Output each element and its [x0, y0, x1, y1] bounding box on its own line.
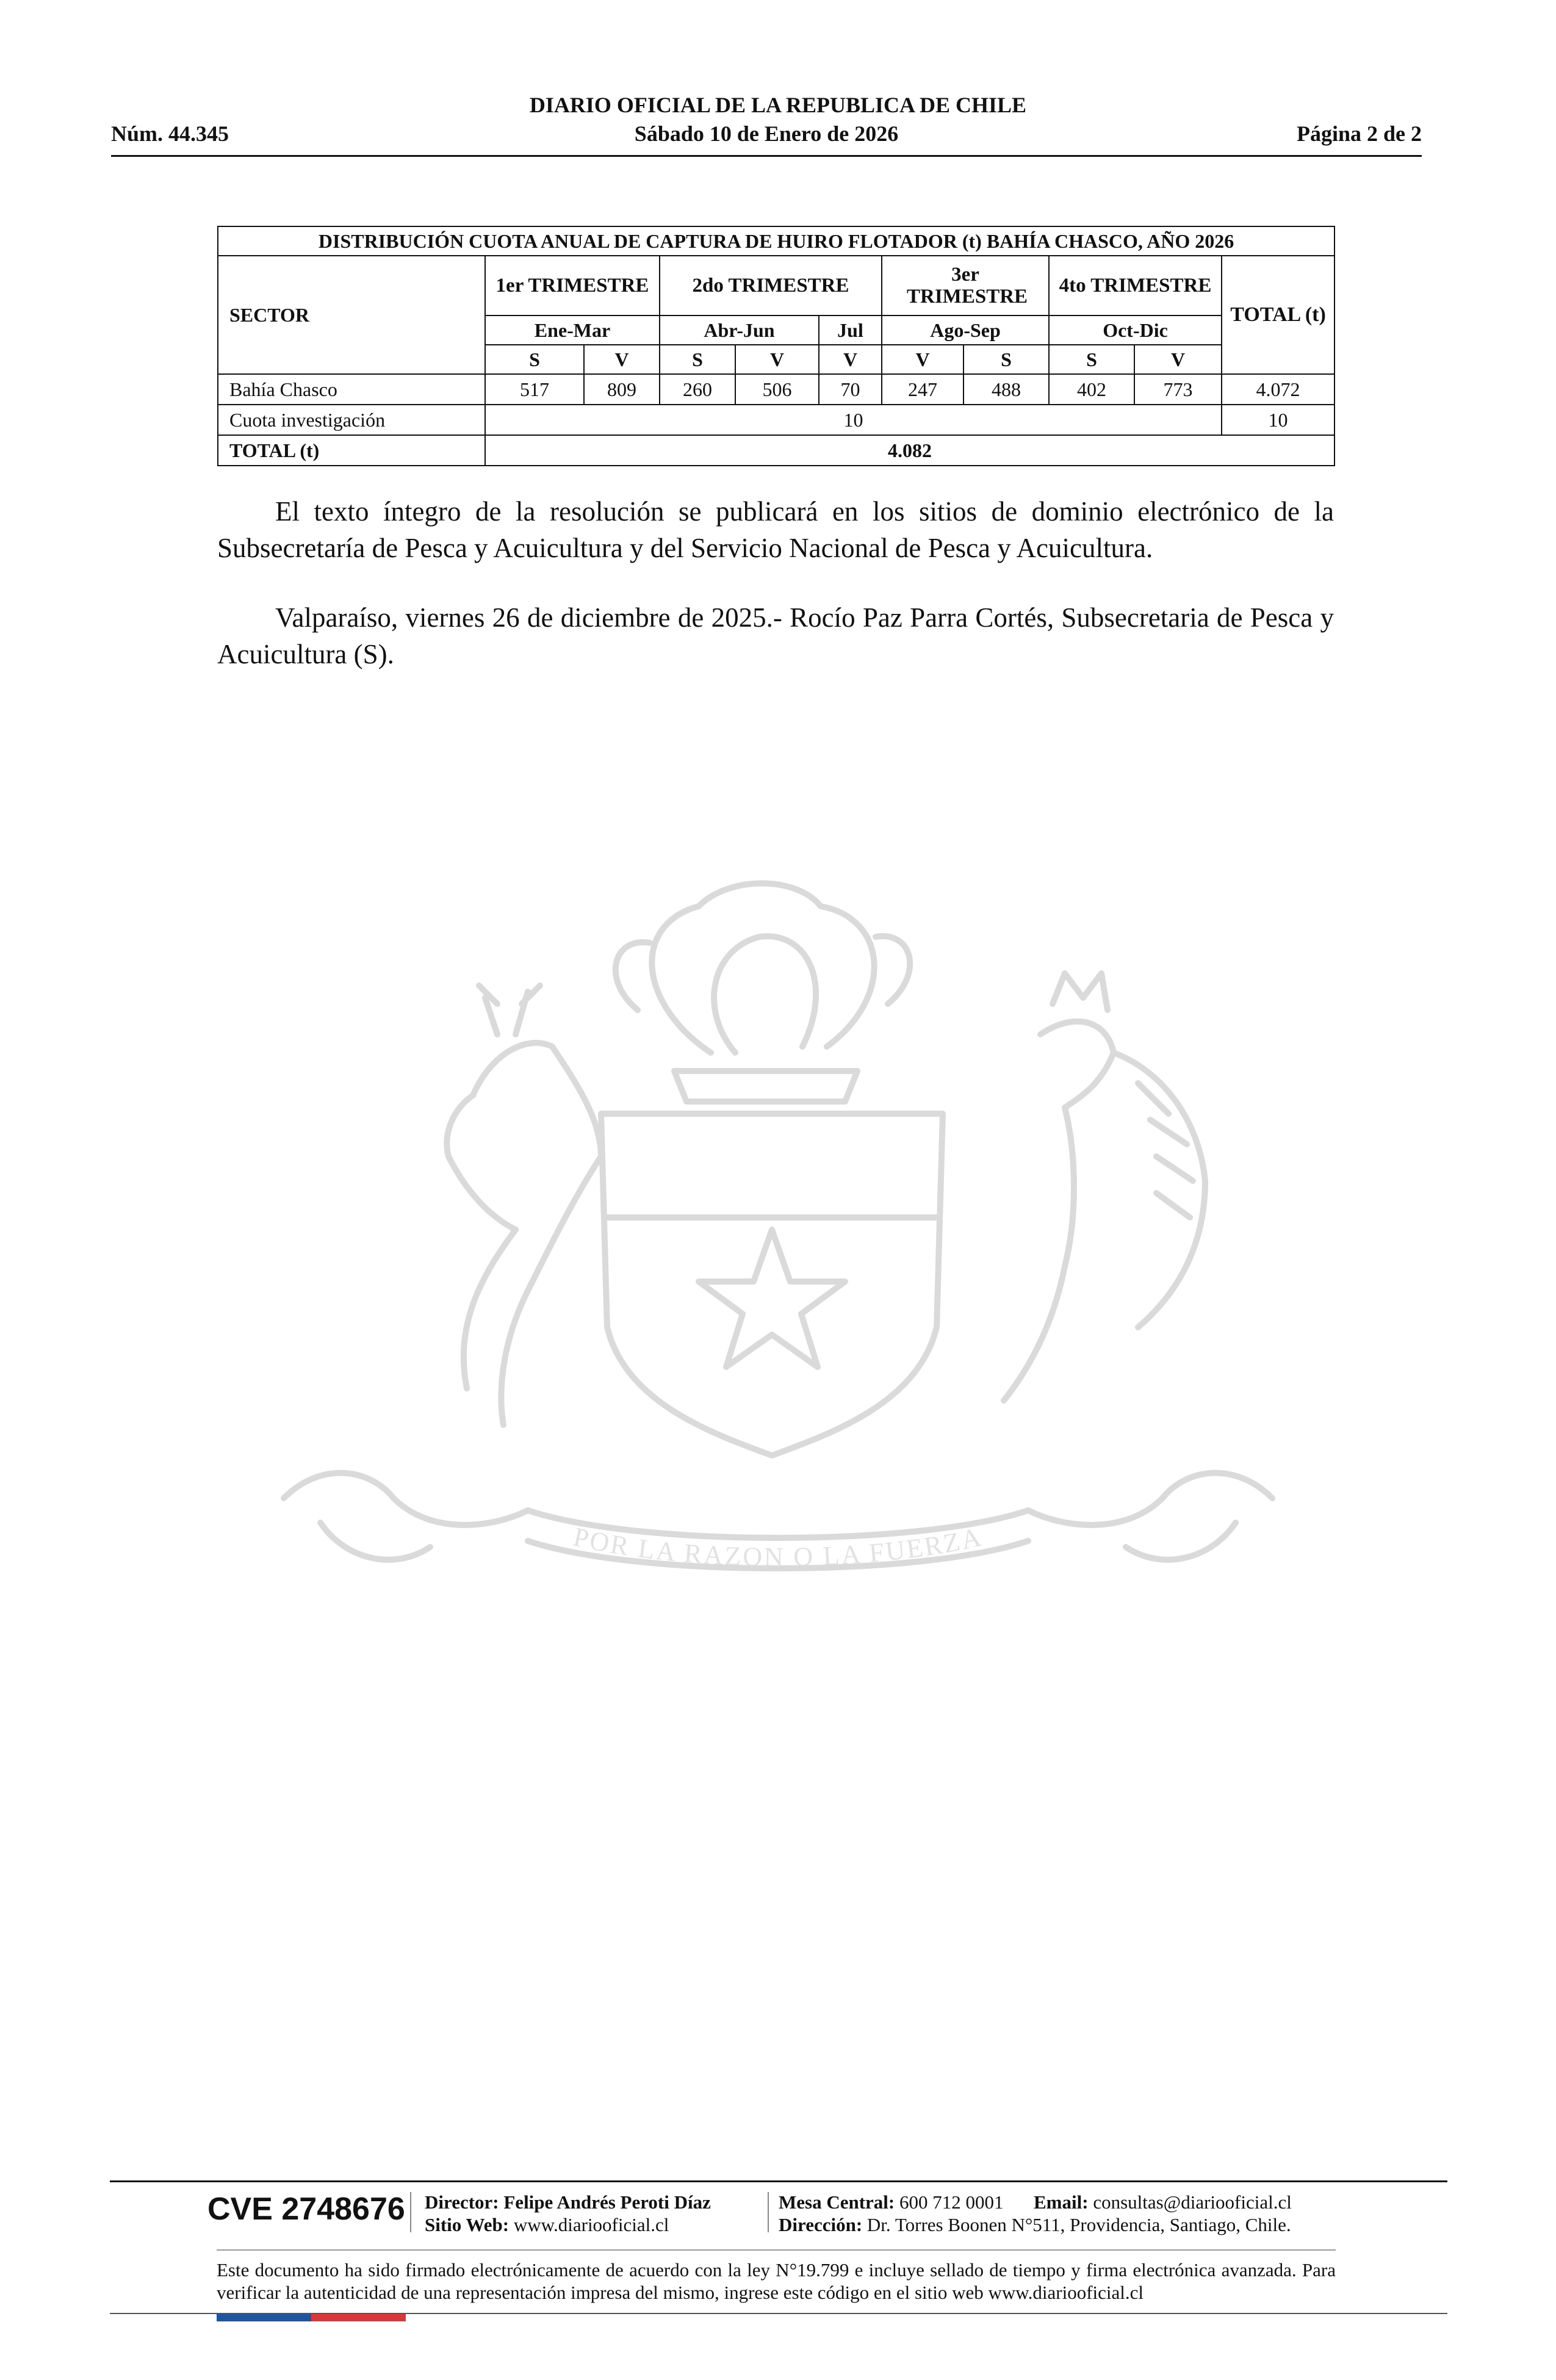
table-cell: 10: [485, 405, 1222, 435]
sv-header: S: [485, 345, 584, 374]
motto-text: POR LA RAZON O LA FUERZA: [571, 1521, 985, 1572]
issue-number: Núm. 44.345: [111, 121, 229, 146]
months-header: Jul: [819, 316, 882, 345]
row-label: Bahía Chasco: [218, 374, 485, 405]
sv-header: V: [882, 345, 963, 374]
grand-total: 4.082: [485, 435, 1334, 466]
footer-divider: [110, 2180, 1447, 2182]
table-cell: 809: [584, 374, 660, 405]
sv-header: S: [660, 345, 735, 374]
cve-code: CVE 2748676: [207, 2191, 405, 2227]
row-label: TOTAL (t): [218, 435, 485, 466]
table-row: [218, 405, 1334, 435]
table-cell: 488: [963, 374, 1049, 405]
months-header: Abr-Jun: [660, 316, 819, 345]
trimester-1-header: 1er TRIMESTRE: [485, 256, 660, 316]
mesa-central-phone: 600 712 0001: [899, 2191, 1004, 2213]
table-cell: 70: [819, 374, 882, 405]
footer-separator: [768, 2192, 769, 2232]
quota-distribution-table: [217, 226, 1335, 466]
signature-notice: Este documento ha sido firmado electrónicamente de acuerdo con la ley N°19.799 e incluye sellado de tiempo y firma electrónica avanzada. Para verificar la autenticidad de una representación impresa del mismo, ingrese este código en el sitio web www.diariooficial.cl: [217, 2259, 1336, 2303]
months-header: Oct-Dic: [1049, 316, 1222, 345]
trimester-4-header: 4to TRIMESTRE: [1049, 256, 1222, 316]
table-total-row: [218, 435, 1334, 466]
total-header: TOTAL (t): [1222, 256, 1334, 374]
page-number: Página 2 de 2: [1296, 121, 1422, 146]
trimester-2-header: 2do TRIMESTRE: [660, 256, 882, 316]
table-cell: 247: [882, 374, 963, 405]
table-cell: 773: [1134, 374, 1222, 405]
footer-director-block: [425, 2191, 711, 2236]
trimester-3-header: 3er TRIMESTRE: [882, 256, 1049, 316]
signature-paragraph: Valparaíso, viernes 26 de diciembre de 2025.- Rocío Paz Parra Cortés, Subsecretaria de Pesca y Acuicultura (S).: [217, 602, 1334, 669]
row-label: Cuota investigación: [218, 405, 485, 435]
table-title: DISTRIBUCIÓN CUOTA ANUAL DE CAPTURA DE HUIRO FLOTADOR (t) BAHÍA CHASCO, AÑO 2026: [218, 226, 1334, 256]
sv-header: S: [963, 345, 1049, 374]
director-label: Director:: [425, 2191, 499, 2213]
sector-header: SECTOR: [218, 256, 485, 374]
sv-header: V: [1134, 345, 1222, 374]
issue-date: Sábado 10 de Enero de 2026: [634, 121, 899, 146]
newspaper-title: DIARIO OFICIAL DE LA REPUBLICA DE CHILE: [529, 93, 1027, 117]
sv-header: S: [1049, 345, 1134, 374]
mesa-central-label: Mesa Central:: [779, 2191, 895, 2213]
website-link[interactable]: www.diariooficial.cl: [513, 2214, 669, 2235]
flag-stripe-red: [311, 2314, 406, 2321]
table-cell: 517: [485, 374, 584, 405]
table-row: [218, 374, 1334, 405]
address-text: Dr. Torres Boonen N°511, Providencia, Santiago, Chile.: [866, 2214, 1291, 2235]
address-label: Dirección:: [779, 2214, 863, 2235]
body-paragraph: El texto íntegro de la resolución se publicará en los sitios de dominio electrónico de la Subsecretaría de Pesca y Acuicultura y del Servicio Nacional de Pesca y Acuicultura.: [217, 496, 1334, 563]
footer-divider: [217, 2249, 1336, 2251]
director-name: Felipe Andrés Peroti Díaz: [503, 2191, 711, 2213]
flag-stripe-blue: [217, 2314, 311, 2321]
table-cell: 506: [735, 374, 819, 405]
table-cell: 260: [660, 374, 735, 405]
email-link[interactable]: consultas@diariooficial.cl: [1093, 2191, 1292, 2213]
footer-separator: [410, 2192, 411, 2232]
header-row: [111, 120, 1422, 147]
sv-header: V: [819, 345, 882, 374]
months-header: Ago-Sep: [882, 316, 1049, 345]
sv-header: V: [735, 345, 819, 374]
sv-header: V: [584, 345, 660, 374]
chilean-coat-of-arms-icon: [211, 851, 1345, 1645]
footer-contact-block: [779, 2191, 1292, 2236]
row-total: 10: [1222, 405, 1334, 435]
header-divider: [111, 155, 1422, 157]
table-cell: 402: [1049, 374, 1134, 405]
months-header: Ene-Mar: [485, 316, 660, 345]
email-label: Email:: [1034, 2191, 1089, 2213]
row-total: 4.072: [1222, 374, 1334, 405]
website-label: Sitio Web:: [425, 2214, 510, 2235]
